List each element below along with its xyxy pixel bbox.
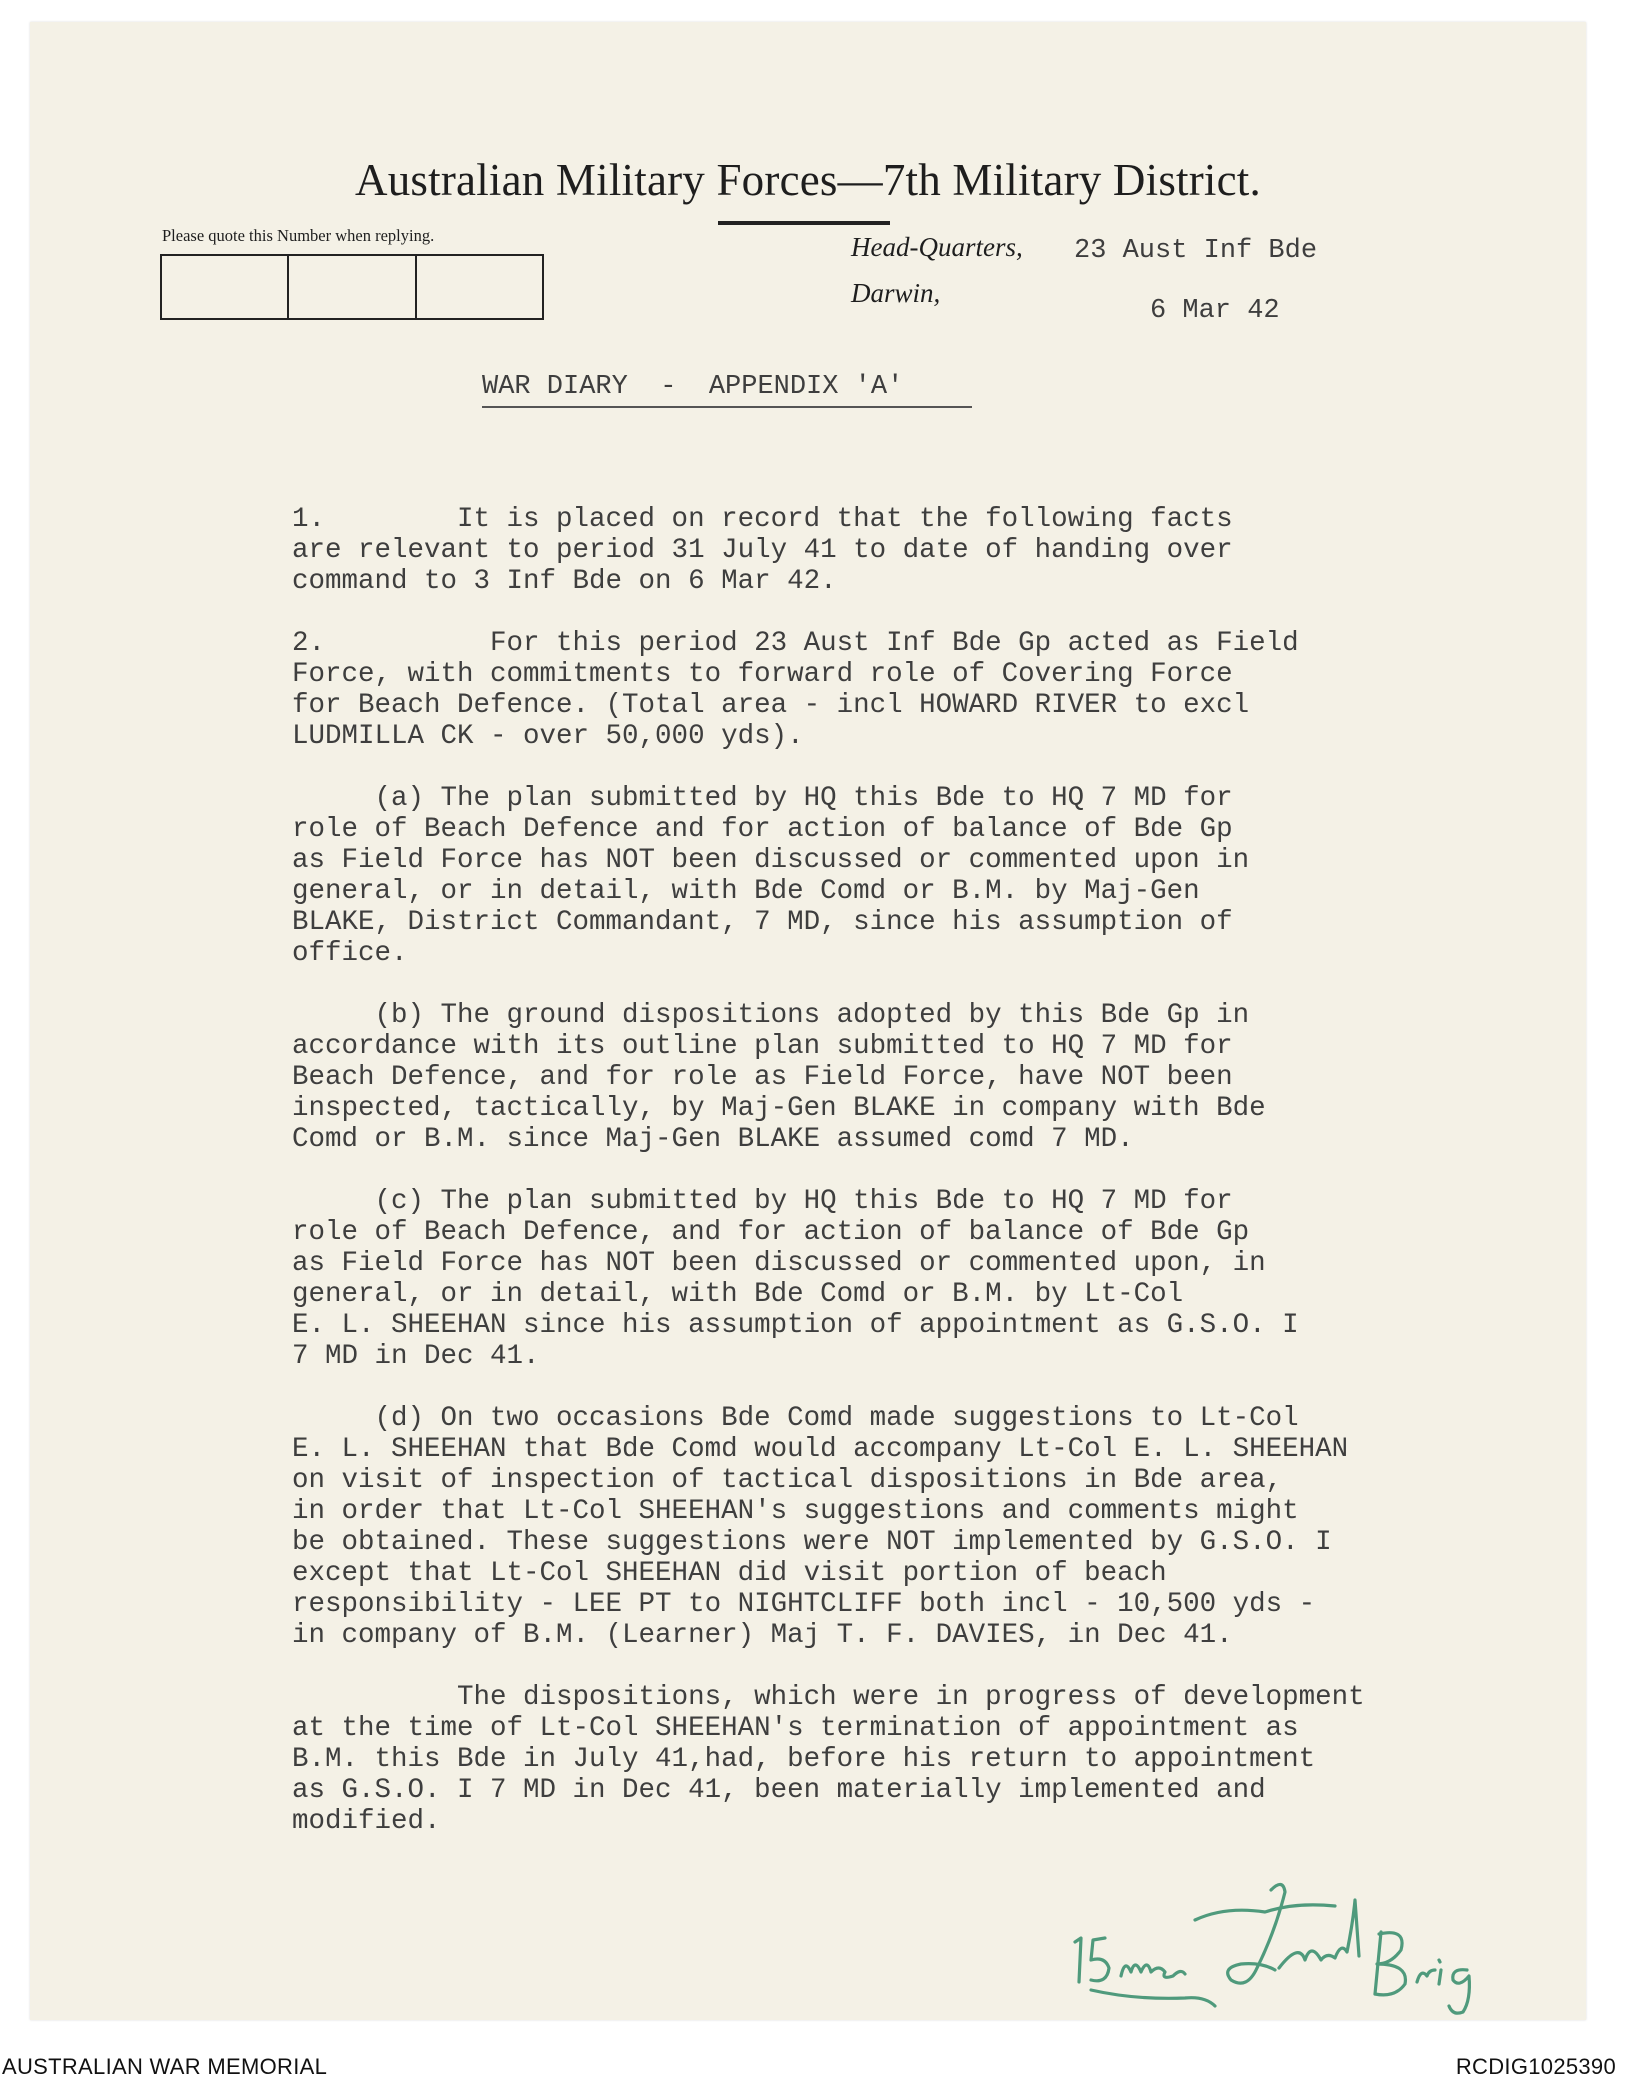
archive-credit: AUSTRALIAN WAR MEMORIAL bbox=[2, 2054, 328, 2079]
archive-reference: RCDIG1025390 bbox=[1455, 2054, 1616, 2079]
reference-box bbox=[162, 256, 289, 318]
reference-number-boxes bbox=[160, 254, 544, 320]
location-label: Darwin, bbox=[851, 278, 941, 308]
document-title: WAR DIARY - APPENDIX 'A' bbox=[482, 372, 904, 402]
paragraph-2b: (b) The ground dispositions adopted by this Bde Gp in accordance with its outline plan submitted to HQ 7 MD for Beach Defence, and for role as Field Force, have NOT been inspected, tactically, by Maj-Gen BLAKE in company with Bde Comd or B.M. since Maj-Gen BLAKE assumed comd 7 MD. bbox=[292, 1000, 1266, 1155]
title-underline bbox=[482, 406, 972, 408]
letterhead-rule bbox=[718, 221, 890, 225]
paragraph-2c: (c) The plan submitted by HQ this Bde to HQ 7 MD for role of Beach Defence, and for action of balance of Bde Gp as Field Force has NOT been discussed or commented upon, in general, or in detail, with Bde Comd or B.M. by Lt-Col E. L. SHEEHAN since his assumption of appointment as G.S.O. I 7 MD in Dec 41. bbox=[292, 1186, 1299, 1372]
quote-number-note: Please quote this Number when replying. bbox=[162, 226, 435, 245]
reference-box bbox=[289, 256, 416, 318]
document-body bbox=[292, 504, 1542, 1868]
paragraph-2: 2. For this period 23 Aust Inf Bde Gp acted as Field Force, with commitments to forward role of Covering Force for Beach Defence. (Total area - incl HOWARD RIVER to excl LUDMILLA CK - over 50,000 yds). bbox=[292, 628, 1299, 752]
paragraph-2a: (a) The plan submitted by HQ this Bde to HQ 7 MD for role of Beach Defence and for action of balance of Bde Gp as Field Force has NOT been discussed or commented upon in general, or in detail, with Bde Comd or B.M. by Maj-Gen BLAKE, District Commandant, 7 MD, since his assumption of office. bbox=[292, 783, 1250, 969]
handwritten-signature bbox=[1035, 1872, 1575, 2022]
headquarters-label: Head-Quarters, bbox=[851, 232, 1023, 262]
paragraph-1: 1. It is placed on record that the following facts are relevant to period 31 July 41 to date of handing over command to 3 Inf Bde on 6 Mar 42. bbox=[292, 504, 1233, 597]
paragraph-2d: (d) On two occasions Bde Comd made suggestions to Lt-Col E. L. SHEEHAN that Bde Comd would accompany Lt-Col E. L. SHEEHAN on visit of inspection of tactical dispositions in Bde area, in order that Lt-Col SHEEHAN's suggestions and comments might be obtained. These suggestions were NOT implemented by G.S.O. I except that Lt-Col SHEEHAN did visit portion of beach responsibility - LEE PT to NIGHTCLIFF both incl - 10,500 yds - in company of B.M. (Learner) Maj T. F. DAVIES, in Dec 41. bbox=[292, 1403, 1349, 1651]
document-date: 6 Mar 42 bbox=[1150, 296, 1280, 326]
reference-box bbox=[417, 256, 542, 318]
paragraph-dispositions: The dispositions, which were in progress of development at the time of Lt-Col SHEEHAN's termination of appointment as B.M. this Bde in July 41,had, before his return to appointment as G.S.O. I 7 MD in Dec 41, been materially implemented and modified. bbox=[292, 1682, 1365, 1837]
letterhead-title: Australian Military Forces—7th Military District. bbox=[355, 155, 1261, 205]
unit-name: 23 Aust Inf Bde bbox=[1074, 236, 1318, 266]
document-sheet bbox=[30, 22, 1586, 2020]
